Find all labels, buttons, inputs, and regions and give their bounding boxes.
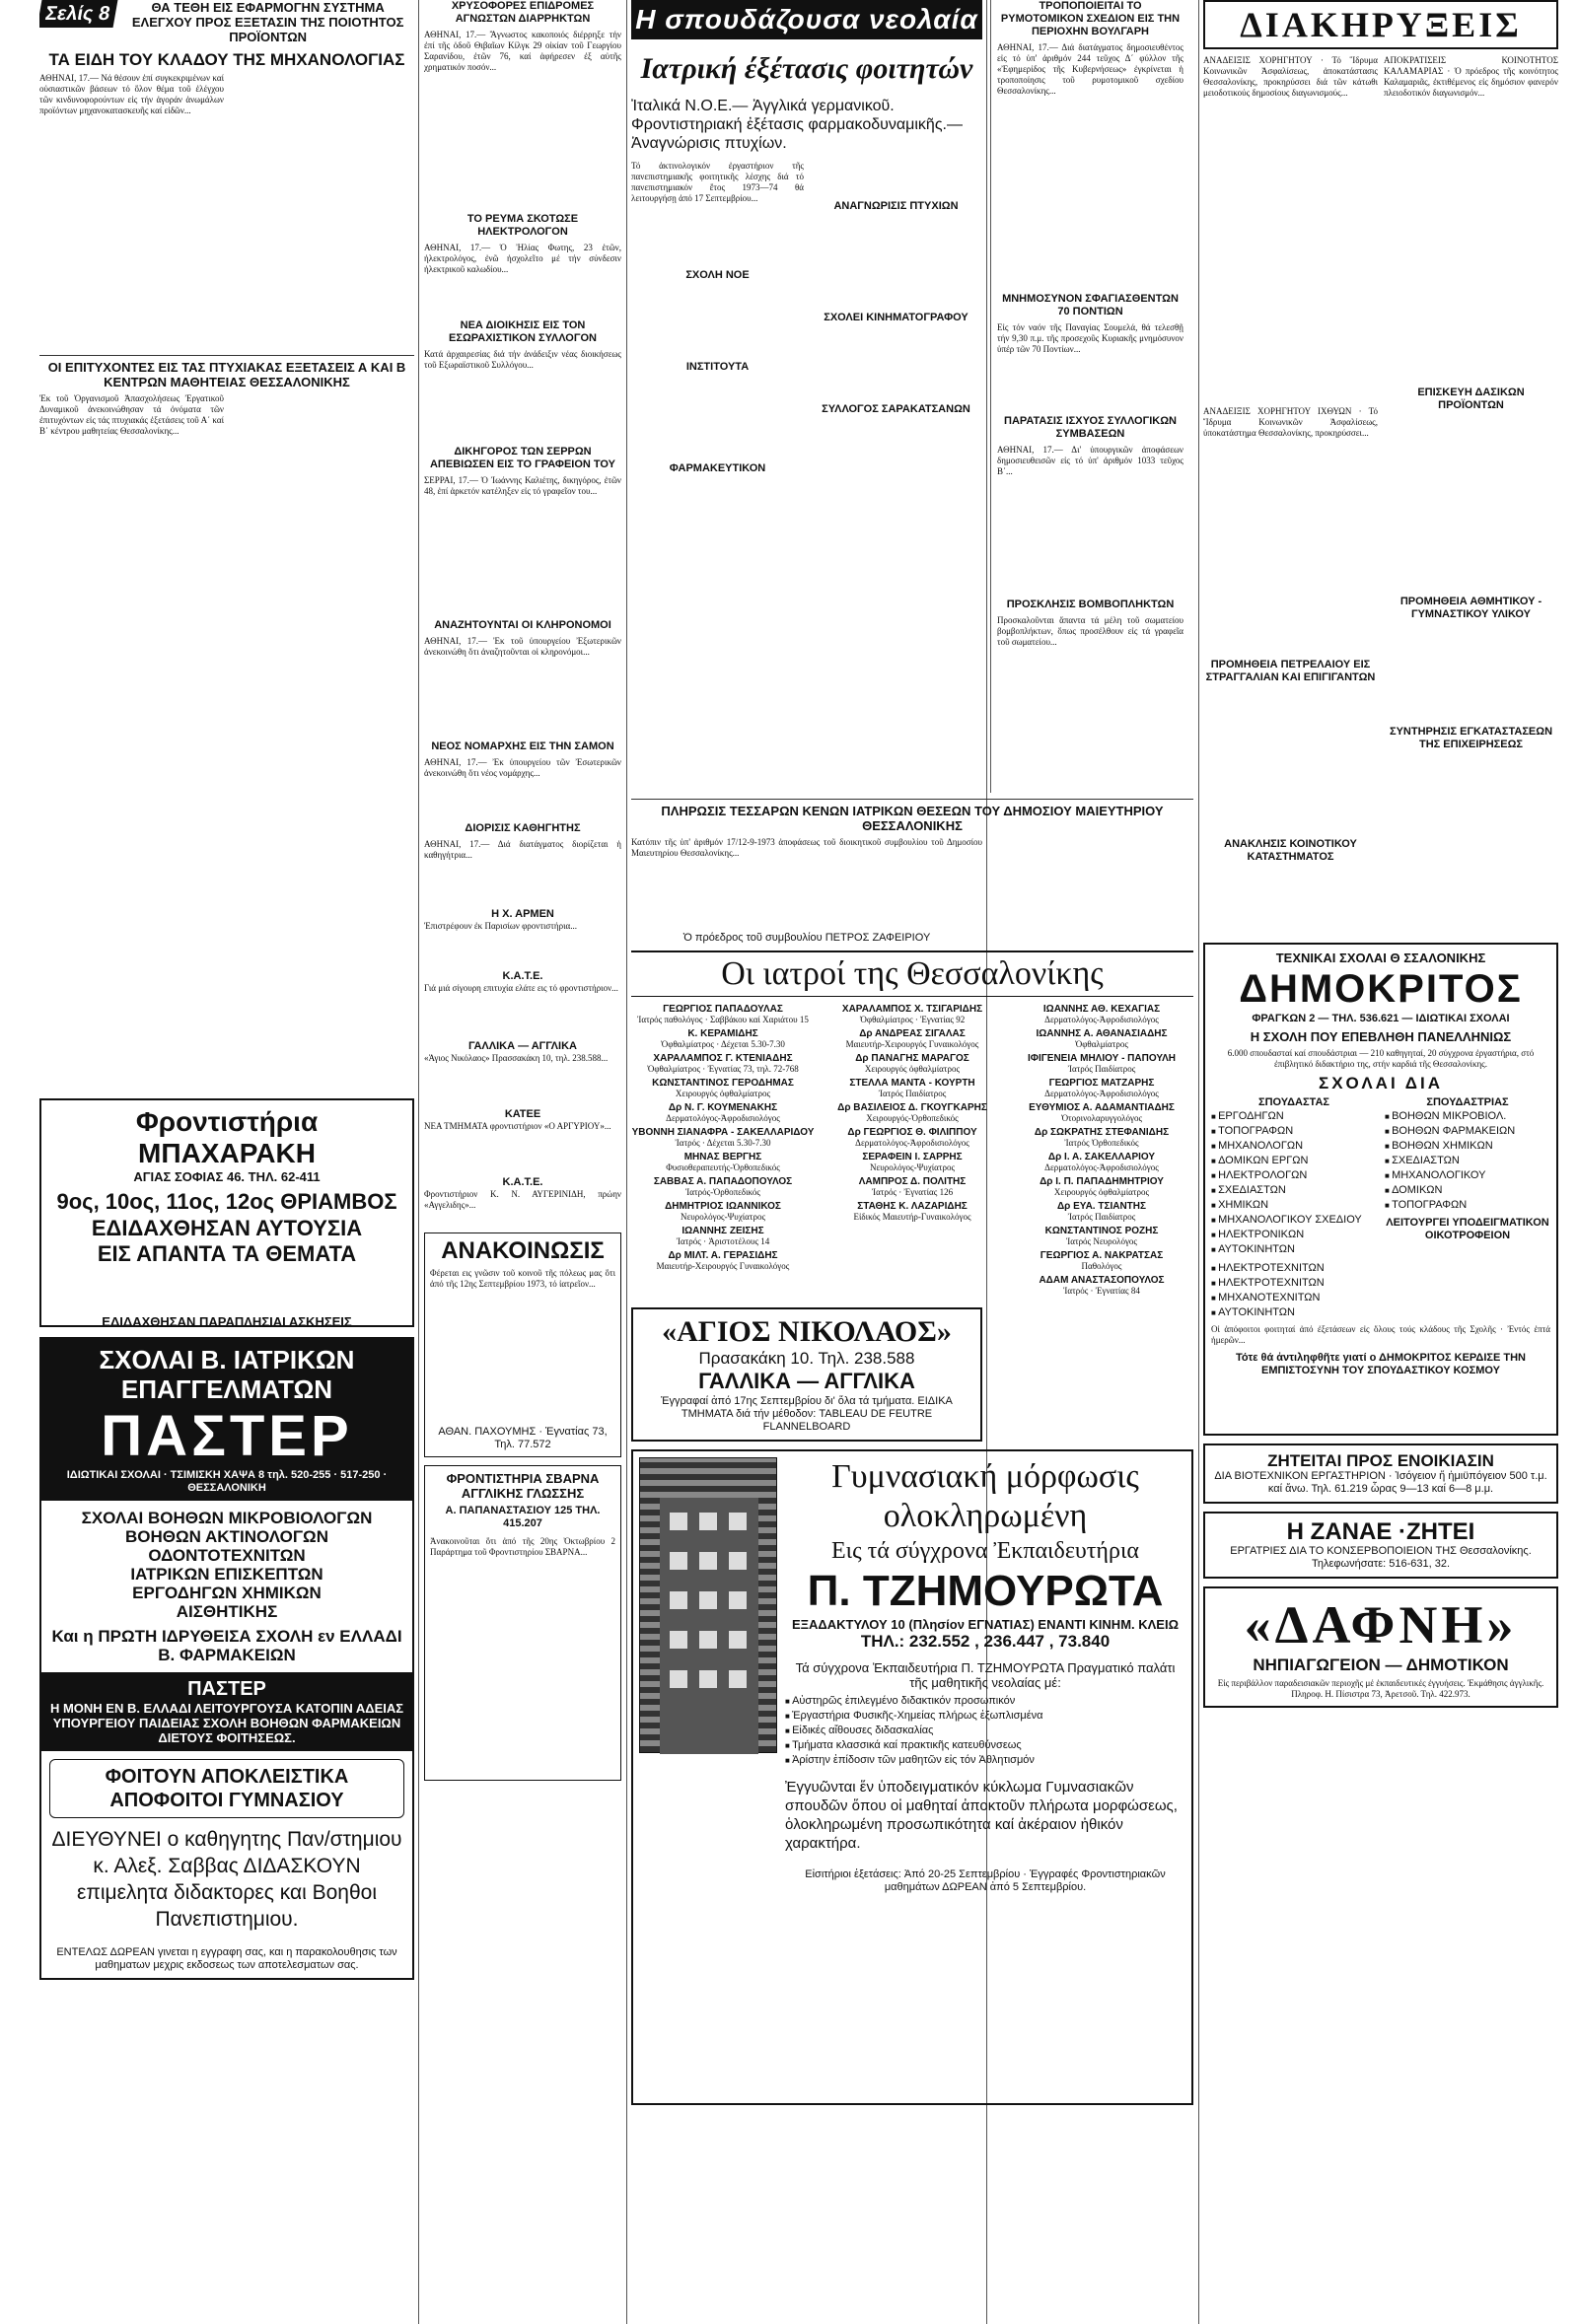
- article-burglars: ΑΘΗΝΑΙ, 17.— Ἄγνωστος κακοποιός διέρρηξε τήν ἐπί τῆς ὁδοῦ Θιβαῖων Κίλγκ 29 οἰκίαν τοῦ Γεωργίου Σαρανίδου, ἐτῶν 76, καί ἀφήρεσεν ἐξ αὐτῆς χρηματικόν ποσόν...: [424, 30, 621, 72]
- doctors-list-right: [1010, 1001, 1193, 1300]
- ad-tzimourota-tail: Ἐγγυῶνται ἕν ὑποδειγματικόν κύκλωμα Γυμνασιακῶν σπουδῶν ὅπου οἱ μαθηταί ἀποκτοῦν πλήρωτα μορφώσεως, ὁλοκληρωμένη προσωπικότητα καί ἀκέραιον ἠθικόν χαρακτήρα.: [785, 1779, 1178, 1852]
- doctor-name: ΥΒΟΝΝΗ ΣΙΑΝΑΦΡΑ - ΣΑΚΕΛΛΑΡΙΔΟΥ: [631, 1127, 815, 1138]
- notice-armen-title: Η Χ. ΑΡΜΕΝ: [491, 908, 554, 920]
- doctor-entry: [1010, 1053, 1193, 1075]
- doctor-name: Δρ ΜΙΛΤ. Α. ΓΕΡΑΣΙΔΗΣ: [668, 1250, 778, 1261]
- ad-pasteur-school-5: ΕΡΓΟΔΗΓΩΝ ΧΗΜΙΚΩΝ: [132, 1584, 322, 1602]
- notice-armen-body: Ἐπιστρέφουν ἐκ Παρισίων φροντιστήρια...: [424, 921, 577, 931]
- ad-pasteur-address: ΙΔΙΩΤΙΚΑΙ ΣΧΟΛΑΙ · ΤΣΙΜΙΣΚΗ ΧΑΨΑ 8 τηλ. 520-255 · 517-250 · ΘΕΣΣΑΛΟΝΙΚΗ: [66, 1469, 388, 1494]
- ad-democritos-top: ΤΕΧΝΙΚΑΙ ΣΧΟΛΑΙ Θ ΣΣΑΛΟΝΙΚΗΣ: [1275, 951, 1486, 965]
- doctor-entry: [1010, 1127, 1193, 1149]
- ad-pasteur-graduates: ΦΟΙΤΟΥΝ ΑΠΟΚΛΕΙΣΤΙΚΑ ΑΠΟΦΟΙΤΟΙ ΓΥΜΝΑΣΙΟΥ: [49, 1759, 404, 1818]
- doctor-name: ΓΕΩΡΓΙΟΣ ΠΑΠΑΔΟΥΛΑΣ: [663, 1004, 783, 1015]
- article-hospital-positions: Κατόπιν τῆς ὑπ' ἀριθμόν 17/12-9-1973 ἀποφάσεως τοῦ διοικητικοῦ συμβουλίου τοῦ Δημοσίου Μαιευτηρίου Θεσσαλονίκης...: [631, 837, 982, 858]
- article-electrocution: ΑΘΗΝΑΙ, 17.— Ὁ Ἠλίας Φωτης, 23 ἐτῶν, ἠλεκτρολόγος, ἐνῶ ἠσχολεῖτο μέ τήν σύνδεσιν ἠλεκτρικοῦ καλωδίου...: [424, 243, 621, 274]
- ad-democritos-men-head: ΣΠΟΥΔΑΣΤΑΣ: [1257, 1096, 1330, 1108]
- ad-tzimourota-feature: ■ Αὐστηρῶς ἐπιλεγμένο διδακτικόν προσωπικόν: [785, 1694, 1185, 1709]
- doctor-specialty: Ἰατρός Παιδίατρος: [1067, 1212, 1136, 1222]
- declaration-shop: ΑΝΑΚΛΗΣΙΣ ΚΟΙΝΟΤΙΚΟΥ ΚΑΤΑΣΤΗΜΑΤΟΣ: [1224, 838, 1357, 863]
- article-new-board: Κατά ἀρχαιρεσίας διά τήν ἀνάδειξιν νέας διοικήσεως τοῦ Εξωραϊστικοῦ Συλλόγου...: [424, 349, 621, 370]
- student-sub-institutes: ΙΝΣΤΙΤΟΥΤΑ: [685, 361, 750, 373]
- doctor-specialty: Χειρουργός ὀφθαλμίατρος: [1053, 1187, 1150, 1197]
- doctor-specialty: Ἰατρός Παιδίατρος: [878, 1089, 947, 1098]
- school-program: ■ ΒΟΗΘΩΝ ΦΑΡΜΑΚΕΙΩΝ: [1385, 1124, 1550, 1139]
- ad-pasteur-school-6: ΑΙΣΘΗΤΙΚΗΣ: [176, 1602, 278, 1621]
- doctor-entry: [631, 1028, 815, 1050]
- doctor-name: ΣΕΡΑΦΕΙΝ Ι. ΣΑΡΡΗΣ: [862, 1152, 963, 1162]
- doctor-entry: [821, 1053, 1004, 1075]
- ad-democritos-text: 6.000 σπουδασταί καί σπουδάστριαι — 210 καθηγηταί, 20 σύγχρονα ἐργαστήρια, στό ἐπιβλητικό διδακτήριο της, στήν καρδιά τῆς Θεσσαλονίκης.: [1227, 1048, 1535, 1069]
- doctor-entry: [631, 1226, 815, 1247]
- ad-svarna-body: Ἀνακοινοῦται ὅτι ἀπό τῆς 20ης Ὀκτωβρίου 2 Παράρτημα τοῦ Φροντιστηρίου ΣΒΑΡΝΑ...: [430, 1536, 615, 1557]
- doctor-entry: [631, 1078, 815, 1099]
- ad-tzimourota-intro: Τά σύγχρονα Ἐκπαιδευτήρια Π. ΤΖΗΜΟΥΡΩΤΑ Πραγματικό παλάτι τῆς μαθητικῆς νεολαίας μέ:: [795, 1660, 1176, 1690]
- ad-svarna: [424, 1465, 621, 1781]
- doctor-name: ΙΩΑΝΝΗΣ ΖΕΙΣΗΣ: [681, 1226, 764, 1236]
- doctor-entry: [631, 1127, 815, 1149]
- column-2: [424, 0, 621, 2324]
- doctor-name: ΧΑΡΑΛΑΜΠΟΣ Χ. ΤΣΙΓΑΡΙΔΗΣ: [841, 1004, 983, 1015]
- doctor-entry: [631, 1152, 815, 1173]
- school-program: ■ ΑΥΤΟΚΙΝΗΤΩΝ: [1211, 1242, 1377, 1257]
- doctor-specialty: Ὀφθαλμίατρος: [1075, 1039, 1128, 1049]
- ad-zanae: [1203, 1512, 1558, 1579]
- ad-zanae-text: ΕΡΓΑΤΡΙΕΣ ΔΙΑ ΤΟ ΚΟΝΣΕΡΒΟΠΟΙΕΙΟΝ ΤΗΣ Θεσσαλονίκης. Τηλεφωνήσατε: 516-631, 32.: [1230, 1545, 1532, 1570]
- ad-pasteur-2-text: Η ΜΟΝΗ ΕΝ Β. ΕΛΛΑΔΙ ΛΕΙΤΟΥΡΓΟΥΣΑ ΚΑΤΟΠΙΝ ΑΔΕΙΑΣ ΥΠΟΥΡΓΕΙΟΥ ΠΑΙΔΕΙΑΣ ΣΧΟΛΗ ΒΟΗΘΩΝ ΦΑΡΜΑΚΕΙΩΝ ΔΙΕΤΟΥΣ ΦΟΙΤΗΣΕΩΣ.: [49, 1701, 404, 1745]
- doctor-specialty: Χειρουργός-Ὀρθοπεδικός: [866, 1113, 959, 1123]
- column-1: [39, 0, 414, 2324]
- ad-tzimourota-address: ΕΞΑΔΑΚΤΥΛΟΥ 10 (Πλησίον ΕΓΝΑΤΙΑΣ) ΕΝΑΝΤΙ ΚΙΝΗΜ. ΚΛΕΙΩ: [791, 1617, 1180, 1632]
- headline-hospital-positions: ΠΛΗΡΩΣΙΣ ΤΕΣΣΑΡΩΝ ΚΕΝΩΝ ΙΑΤΡΙΚΩΝ ΘΕΣΕΩΝ ΤΟΥ ΔΗΜΟΣΙΟΥ ΜΑΙΕΥΤΗΡΙΟΥ ΘΕΣΣΑΛΟΝΙΚΗΣ: [661, 804, 1164, 833]
- doctor-specialty: Ὀτορινολαρυγγολόγος: [1060, 1113, 1143, 1123]
- student-sub-recognition-body: [810, 213, 982, 312]
- doctor-name: ΕΥΘΥΜΙΟΣ Α. ΑΔΑΜΑΝΤΙΑΔΗΣ: [1029, 1102, 1175, 1113]
- ad-democritos-slogan: Η ΣΧΟΛΗ ΠΟΥ ΕΠΕΒΛΗΘΗ ΠΑΝΕΛΛΗΝΙΩΣ: [1250, 1029, 1512, 1044]
- ad-bacharaki-name: Φροντιστήρια ΜΠΑΧΑΡΑΚΗ: [135, 1106, 319, 1168]
- doctor-specialty: Ὀφθαλμίατρος · Δέχεται 5.30-7.30: [661, 1039, 785, 1049]
- doctor-name: ΧΑΡΑΛΑΜΠΟΣ Γ. ΚΤΕΝΙΑΔΗΣ: [653, 1053, 793, 1064]
- ad-pasteur-footer: ΕΝΤΕΛΩΣ ΔΩΡΕΑΝ γινεται η εγγραφη σας, και η παρακολουθησις των μαθηματων μεχρις εκδοσεως των αποτελεσματων σας.: [56, 1946, 397, 1971]
- doctor-specialty: Δερματολόγος-Ἀφροδισιολόγος: [1044, 1015, 1159, 1024]
- ad-agios-nikolaos-languages: ΓΑΛΛΙΚΑ — ΑΓΓΛΙΚΑ: [698, 1369, 915, 1393]
- declaration-forest-body: [1384, 412, 1558, 590]
- announcement-signature: ΑΘΑΝ. ΠΑΧΟΥΜΗΣ · Ἐγνατίας 73, Τηλ. 77.572: [438, 1426, 608, 1450]
- school-program: ■ ΜΗΧΑΝΟΤΕΧΝΙΤΩΝ: [1211, 1291, 1550, 1305]
- ad-bacharaki-exercises: ΕΔΙΔΑΧΘΗΣΑΝ ΠΑΡΑΠΛΗΣΙΑΙ ΑΣΚΗΣΕΙΣ: [102, 1314, 352, 1329]
- ad-democritos-footer: Τότε θά ἀντιληφθῆτε γιατί ο ΔΗΜΟΚΡΙΤΟΣ ΚΕΡΔΙΣΕ ΤΗΝ ΕΜΠΙΣΤΟΣΥΝΗ ΤΟΥ ΣΠΟΥΔΑΣΤΙΚΟΥ ΚΟΣΜΟΥ: [1236, 1352, 1526, 1376]
- headline-quality-control: ΘΑ ΤΕΘΗ ΕΙΣ ΕΦΑΡΜΟΓΗΝ ΣΥΣΤΗΜΑ ΕΛΕΓΧΟΥ ΠΡΟΣ ΕΞΕΤΑΣΙΝ ΤΗΣ ΠΟΙΟΤΗΤΟΣ ΠΡΟΪΟΝΤΩΝ: [131, 0, 404, 44]
- ad-democritos-women-head: ΣΠΟΥΔΑΣΤΡΙΑΣ: [1426, 1096, 1509, 1108]
- ad-tzimourota-feature: ■ Ἐργαστήρια Φυσικῆς-Χημείας πλήρως ἐξωπλισμένα: [785, 1709, 1185, 1724]
- doctor-entry: [1010, 1004, 1193, 1025]
- doctor-entry: [821, 1152, 1004, 1173]
- student-sub-noe: ΣΧΟΛΗ ΝΟΕ: [685, 269, 750, 281]
- announcement-body: Φέρεται εις γνῶσιν τοῦ κοινοῦ τῆς πόλεως μας ὅτι ἀπό τῆς 12ης Σεπτεμβρίου 1973, τό ἰατρεῖον...: [430, 1268, 615, 1289]
- ad-tzimourota-phone: ΤΗΛ.: 232.552 , 236.447 , 73.840: [860, 1632, 1111, 1651]
- declaration-forest: ΕΠΙΣΚΕΥΗ ΔΑΣΙΚΩΝ ΠΡΟΪΟΝΤΩΝ: [1417, 387, 1525, 411]
- doctor-name: ΣΤΕΛΛΑ ΜΑΝΤΑ - ΚΟΥΡΤΗ: [849, 1078, 975, 1089]
- headline-contracts: ΠΑΡΑΤΑΣΙΣ ΙΣΧΥΟΣ ΣΥΛΛΟΓΙΚΩΝ ΣΥΜΒΑΣΕΩΝ: [1004, 415, 1177, 440]
- doctor-specialty: Ἰατρός · Ἀριστοτέλους 14: [676, 1236, 770, 1246]
- ad-pasteur-school-1: ΣΧΟΛΑΙ ΒΟΗΘΩΝ ΜΙΚΡΟΒΙΟΛΟΓΩΝ: [81, 1509, 373, 1527]
- doctor-specialty: Δερματολόγος-Ἀφροδισιολόγος: [1044, 1089, 1159, 1098]
- ad-svarna-title: ΦΡΟΝΤΙΣΤΗΡΙΑ ΣΒΑΡΝΑ ΑΓΓΛΙΚΗΣ ΓΛΩΣΣΗΣ: [446, 1471, 600, 1501]
- ad-bacharaki-address: ΑΓΙΑΣ ΣΟΦΙΑΣ 46. ΤΗΛ. 62-411: [133, 1169, 321, 1184]
- ad-democritos: [1203, 943, 1558, 1436]
- article-graduates-cont: [230, 393, 414, 1089]
- doctor-name: ΣΤΑΘΗΣ Κ. ΛΑΖΑΡΙΔΗΣ: [857, 1201, 968, 1212]
- article-lawyer: ΣΕΡΡΑΙ, 17.— Ὁ Ἰωάννης Καλιέτης, δικηγόρος, ἐτῶν 48, ἐπί ἀρκετόν κατέληξεν εἰς τό γραφεῖον του...: [424, 475, 621, 496]
- doctor-name: Δρ ΠΑΝΑΓΗΣ ΜΑΡΑΓΟΣ: [855, 1053, 969, 1064]
- student-subhead: Ἰταλικά Ν.Ο.Ε.— Ἀγγλικά γερμανικοῦ. Φροντιστηριακή ἐξέτασις φαρμακοδυναμικῆς.— Ἀναγνώρισις πτυχίων.: [631, 98, 963, 152]
- doctor-entry: [631, 1004, 815, 1025]
- doctor-specialty: Ἰατρός-Ὀρθοπεδικός: [685, 1187, 760, 1197]
- doctor-specialty: Χειρουργός ὀφθαλμίατρος: [864, 1064, 961, 1074]
- declaration-petroleum-body: [1203, 684, 1378, 832]
- notice-languages-title: ΓΑΛΛΙΚΑ — ΑΓΓΛΙΚΑ: [468, 1040, 577, 1052]
- notice-kate2-body: Φροντιστήριον Κ. Ν. ΑΥΓΕΡΙΝΙΔΗ, πρώην «Αγγελιδης»...: [424, 1189, 621, 1210]
- subhead-machinery: ΤΑ ΕΙΔΗ ΤΟΥ ΚΛΑΔΟΥ ΤΗΣ ΜΗΧΑΝΟΛΟΓΙΑΣ: [48, 50, 405, 69]
- ad-dafni-name: «ΔΑΦΝΗ»: [1244, 1595, 1518, 1655]
- ad-pasteur-director: ΔΙΕΥΘΥΝΕΙ ο καθηγητης Παν/στημιου κ. Αλεξ. Σαββας ΔΙΔΑΣΚΟΥΝ επιμελητα διδακτορες και Βοηθοι Πανεπιστημιου.: [51, 1828, 402, 1931]
- headline-zoning: ΤΡΟΠΟΠΟΙΕΙΤΑΙ ΤΟ ΡΥΜΟΤΟΜΙΚΟΝ ΣΧΕΔΙΟΝ ΕΙΣ ΤΗΝ ΠΕΡΙΟΧΗΝ ΒΟΥΛΓΑΡΗ: [1000, 0, 1181, 37]
- ad-tzimourota-line3: Εις τά σύγχρονα Ἐκπαιδευτήρια: [831, 1538, 1139, 1564]
- doctor-name: ΣΑΒΒΑΣ Α. ΠΑΠΑΔΟΠΟΥΛΟΣ: [653, 1176, 793, 1187]
- doctor-specialty: Ἰατρός παθολόγος · Σαββάκου καί Χαριάτου 15: [637, 1015, 809, 1024]
- doctor-name: Δρ ΒΑΣΙΛΕΙΟΣ Δ. ΓΚΟΥΓΚΑΡΗΣ: [837, 1102, 987, 1113]
- article-bomb-victims: Προσκαλοῦνται ἅπαντα τά μέλη τοῦ σωματείου βομβοπλήκτων, ὅπως προσέλθουν εἰς τά γραφεῖα τοῦ σωματείου...: [997, 615, 1184, 647]
- school-program: ■ ΤΟΠΟΓΡΑΦΩΝ: [1211, 1124, 1377, 1139]
- headline-graduates: ΟΙ ΕΠΙΤΥΧΟΝΤΕΣ ΕΙΣ ΤΑΣ ΠΤΥΧΙΑΚΑΣ ΕΞΕΤΑΣΕΙΣ Α ΚΑΙ Β ΚΕΝΤΡΩΝ ΜΑΘΗΤΕΙΑΣ ΘΕΣΣΑΛΟΝΙΚΗΣ: [47, 360, 406, 389]
- page-number-tag: Σελίς 8: [39, 0, 118, 28]
- doctor-entry: [821, 1078, 1004, 1099]
- school-program: ■ ΔΟΜΙΚΩΝ: [1385, 1183, 1550, 1198]
- headline-heirs: ΑΝΑΖΗΤΟΥΝΤΑΙ ΟΙ ΚΛΗΡΟΝΟΜΟΙ: [434, 619, 611, 631]
- doctor-name: ΓΕΩΡΓΙΟΣ ΜΑΤΖΑΡΗΣ: [1048, 1078, 1155, 1089]
- declaration-ika-supplier: ΑΝΑΔΕΙΞΙΣ ΧΟΡΗΓΗΤΟΥ · Τό Ἵδρυμα Κοινωνικῶν Ἀσφαλίσεως, ἀποκατάστασις Θεσσαλονίκης, προκηρύσσει διά τῶν κάτωθι μειοδοτικούς δημοσίους διαγωνισμούς...: [1203, 55, 1378, 98]
- student-sub-pharmacy: ΦΑΡΜΑΚΕΥΤΙΚΟΝ: [669, 462, 766, 474]
- ad-bacharaki-taught: ΕΔΙΔΑΧΘΗΣΑΝ ΑΥΤΟΥΣΙΑ: [91, 1216, 363, 1240]
- article-heirs: ΑΘΗΝΑΙ, 17.— Ἐκ τοῦ ὑπουργείου Ἐξωτερικῶν ἀνεκοινώθη ὅτι ἀναζητοῦνται οἱ κληρονόμοι...: [424, 636, 621, 657]
- doctor-entry: [1010, 1078, 1193, 1099]
- notice-languages-body: «Άγιος Νικόλαος» Πρασσακάκη 10, τηλ. 238.588...: [424, 1053, 609, 1063]
- school-program: ■ ΤΟΠΟΓΡΑΦΩΝ: [1385, 1198, 1550, 1213]
- article-zoning: ΑΘΗΝΑΙ, 17.— Διά διατάγματος δημοσιευθέντος εἰς τό ὑπ' ἀριθμόν 244 τεῦχος Δ΄ φύλλον τῆς «Ἐφημερίδος τῆς Κυβερνήσεως» ἐγκρίνεται ἡ τροποποίησις τοῦ ρυμοτομικοῦ σχεδίου Θεσσαλονίκης...: [997, 42, 1184, 96]
- headline-bomb-victims: ΠΡΟΣΚΛΗΣΙΣ ΒΟΜΒΟΠΛΗΚΤΩΝ: [1006, 599, 1175, 610]
- declaration-gym-body: [1384, 621, 1558, 720]
- ad-tzimourota-line2: ολοκληρωμένη: [883, 1498, 1088, 1534]
- ad-democritos-name: ΔΗΜΟΚΡΙΤΟΣ: [1239, 967, 1523, 1011]
- ad-pasteur-name: ΠΑΣΤΕΡ: [101, 1404, 353, 1468]
- article-memorial: Εἰς τόν ναόν τῆς Παναγίας Σουμελά, θά τελεσθῇ τήν 9,30 π.μ. τῆς προσεχοῦς Κυριακῆς μνημόσυνον ὑπέρ τῶν 70 Ποντίων...: [997, 322, 1184, 354]
- declaration-gym: ΠΡΟΜΗΘΕΙΑ ΑΘΜΗΤΙΚΟΥ - ΓΥΜΝΑΣΤΙΚΟΥ ΥΛΙΚΟΥ: [1399, 596, 1542, 620]
- doctor-entry: [1010, 1275, 1193, 1297]
- school-program: ■ ΜΗΧΑΝΟΛΟΓΩΝ: [1211, 1139, 1377, 1154]
- ad-tzimourota-feature: ■ Εἰδικές αἴθουσες διδασκαλίας: [785, 1724, 1185, 1738]
- doctor-entry: [1010, 1250, 1193, 1272]
- announcement-title: ΑΝΑΚΟΙΝΩΣΙΣ: [441, 1237, 605, 1264]
- doctor-specialty: Χειρουργός ὀφθαλμίατρος: [675, 1089, 771, 1098]
- doctor-entry: [821, 1102, 1004, 1124]
- doctor-specialty: Δερματολόγος-Ἀφροδισιολόγος: [666, 1113, 780, 1123]
- doctor-specialty: Νευρολόγος-Ψυχίατρος: [680, 1212, 766, 1222]
- student-banner: Η σπουδάζουσα νεολαία: [631, 0, 982, 39]
- article-nomarch: ΑΘΗΝΑΙ, 17.— Ἐκ ὑπουργείου τῶν Ἐσωτερικῶν ἀνεκοινώθη ὅτι νέος νομάρχης...: [424, 757, 621, 778]
- student-headline: Ιατρική έξέτασις φοιτητών: [640, 52, 973, 85]
- school-program: ■ ΒΟΗΘΩΝ ΧΗΜΙΚΩΝ: [1385, 1139, 1550, 1154]
- doctor-name: Δρ ΕΥΑ. ΤΣΙΑΝΤΗΣ: [1056, 1201, 1147, 1212]
- school-program: ■ ΗΛΕΚΤΡΟΤΕΧΝΙΤΩΝ: [1211, 1261, 1550, 1276]
- column-4: [990, 0, 1184, 793]
- ad-democritos-bullets: Οἱ ἀπόφοιτοι φοιτηταί ἀπό ἐξετάσεων εἰς ὅλους τούς κλάδους τῆς Σχολῆς · Ἐντός ἐπτά ἡμερῶν...: [1211, 1324, 1550, 1345]
- ad-democritos-schools-title: ΣΧΟΛΑΙ ΔΙΑ: [1319, 1074, 1443, 1092]
- ad-tzimourota: [631, 1449, 1193, 2105]
- doctor-entry: [821, 1201, 1004, 1223]
- article-contracts: ΑΘΗΝΑΙ, 17.— Δι' ὑπουργικῶν ἀποφάσεων δημοσιευθεισῶν εἰς τό ὑπ' ἀριθμόν 1033 τεῦχος Β΄...: [997, 445, 1184, 476]
- doctor-name: ΚΩΝΣΤΑΝΤΙΝΟΣ ΡΟΖΗΣ: [1044, 1226, 1159, 1236]
- doctors-title: Οι ιατροί της Θεσσαλονίκης: [721, 955, 1104, 992]
- doctor-specialty: Ἰατρός Νευρολόγος: [1066, 1236, 1137, 1246]
- student-sub-institutes-body: [631, 374, 804, 462]
- doctor-entry: [1010, 1176, 1193, 1198]
- headline-memorial: ΜΝΗΜΟΣΥΝΟΝ ΣΦΑΓΙΑΣΘΕΝΤΩΝ 70 ΠΟΝΤΙΩΝ: [1002, 293, 1179, 317]
- ad-pasteur-first: Και η ΠΡΩΤΗ ΙΔΡΥΘΕΙΣΑ ΣΧΟΛΗ εν ΕΛΛΑΔΙ Β. ΦΑΡΜΑΚΕΙΩΝ: [51, 1627, 402, 1664]
- doctor-specialty: Ἰατρός Ὀρθοπεδικός: [1064, 1138, 1139, 1148]
- doctor-specialty: Ἰατρός · Ἐγνατίας 84: [1063, 1286, 1140, 1296]
- notice-kate2-title: Κ.Α.Τ.Ε.: [502, 1176, 543, 1188]
- doctor-name: ΔΗΜΗΤΡΙΟΣ ΙΩΑΝΝΙΚΟΣ: [665, 1201, 781, 1212]
- ad-tzimourota-feature: ■ Ἀρίστην ἐπίδοσιν τῶν μαθητῶν εἰς τόν Ἀθλητισμόν: [785, 1753, 1185, 1768]
- school-program: ■ ΗΛΕΚΤΡΟΤΕΧΝΙΤΩΝ: [1211, 1276, 1550, 1291]
- ad-dafni-text: Εἰς περιβάλλον παραδεισιακῶν περιοχῆς μέ ἐκπαιδευτικές ἐγγυήσεις. Ἐκμάθησις ἀγγλικῆς. Πληροφ. Η. Πίσιστρα 73, Ἀρετσοῦ. Τηλ. 422.973.: [1217, 1678, 1544, 1699]
- ad-tzimourota-features: [785, 1694, 1185, 1768]
- ad-bacharaki-all: ΕΙΣ ΑΠΑΝΤΑ ΤΑ ΘΕΜΑΤΑ: [97, 1241, 357, 1266]
- doctor-entry: [1010, 1028, 1193, 1050]
- school-program: ■ ΗΛΕΚΤΡΟΛΟΓΩΝ: [1211, 1168, 1377, 1183]
- school-program: ■ ΑΥΤΟΚΙΝΗΤΩΝ: [1211, 1305, 1550, 1320]
- school-program: ■ ΕΡΓΟΔΗΓΩΝ: [1211, 1109, 1377, 1124]
- ad-bacharaki: [39, 1098, 414, 1327]
- doctor-name: Δρ ΓΕΩΡΓΙΟΣ Θ. ΦΙΛΙΠΠΟΥ: [847, 1127, 977, 1138]
- ad-pasteur-school-2: ΒΟΗΘΩΝ ΑΚΤΙΝΟΛΟΓΩΝ: [125, 1527, 328, 1546]
- ad-pasteur-school-4: ΙΑΤΡΙΚΩΝ ΕΠΙΣΚΕΠΤΩΝ: [130, 1565, 323, 1584]
- doctor-entry: [631, 1250, 815, 1272]
- ad-agios-nikolaos-name: «ΑΓΙΟΣ ΝΙΚΟΛΑΟΣ»: [662, 1315, 952, 1348]
- article-appointment: ΑΘΗΝΑΙ, 17.— Διά διατάγματος διορίζεται ἡ καθηγήτρια...: [424, 839, 621, 860]
- school-program: ■ ΒΟΗΘΩΝ ΜΙΚΡΟΒΙΟΛ.: [1385, 1109, 1550, 1124]
- declaration-shop-body: [1203, 864, 1378, 933]
- ad-democritos-women-list: [1385, 1109, 1550, 1213]
- school-program: ■ ΜΗΧΑΝΟΛΟΓΙΚΟΥ ΣΧΕΔΙΟΥ: [1211, 1213, 1377, 1228]
- doctor-entry: [1010, 1226, 1193, 1247]
- doctor-name: ΜΗΝΑΣ ΒΕΡΓΗΣ: [683, 1152, 762, 1162]
- doctor-entry: [631, 1053, 815, 1075]
- doctor-name: ΛΑΜΠΡΟΣ Δ. ΠΟΛΙΤΗΣ: [858, 1176, 967, 1187]
- ad-democritos-tech-list: [1211, 1261, 1550, 1320]
- school-program: ■ ΣΧΕΔΙΑΣΤΩΝ: [1211, 1183, 1377, 1198]
- doctor-entry: [821, 1127, 1004, 1149]
- school-program: ■ ΜΗΧΑΝΟΛΟΓΙΚΟΥ: [1385, 1168, 1550, 1183]
- student-sub-recognition: ΑΝΑΓΝΩΡΙΣΙΣ ΠΤΥΧΙΩΝ: [833, 200, 959, 212]
- school-building-image: [639, 1457, 777, 1753]
- ad-for-rent-title: ΖΗΤΕΙΤΑΙ ΠΡΟΣ ΕΝΟΙΚΙΑΣΙΝ: [1267, 1451, 1494, 1470]
- notice-katee-body: ΝΕΑ ΤΜΗΜΑΤΑ φροντιστήριον «Ο ΑΡΓΥΡΙΟΥ»...: [424, 1121, 611, 1131]
- doctor-entry: [1010, 1102, 1193, 1124]
- column-5: [1203, 0, 1558, 2324]
- ad-tzimourota-name: Π. ΤΖΗΜΟΥΡΩΤΑ: [807, 1567, 1164, 1615]
- headline-lawyer: ΔΙΚΗΓΟΡΟΣ ΤΩΝ ΣΕΡΡΩΝ ΑΠΕΒΙΩΣΕΝ ΕΙΣ ΤΟ ΓΡΑΦΕΙΟΝ ΤΟΥ: [429, 446, 616, 470]
- ad-tzimourota-footer: Εἰσιτήριοι ἐξετάσεις: Ἀπό 20-25 Σεπτεμβρίου · Ἐγγραφές Φροντιστηριακῶν μαθημάτων ΔΩΡΕΑΝ ἀπό 5 Σεπτεμβρίου.: [805, 1868, 1166, 1893]
- ad-pasteur: [39, 1337, 414, 1980]
- doctor-name: ΙΩΑΝΝΗΣ Α. ΑΘΑΝΑΣΙΑΔΗΣ: [1036, 1028, 1168, 1039]
- headline-nomarch: ΝΕΟΣ ΝΟΜΑΡΧΗΣ ΕΙΣ ΤΗΝ ΣΑΜΟΝ: [431, 740, 614, 752]
- student-sub-pharmacy-body: [631, 475, 804, 501]
- doctors-directory: [631, 951, 1193, 1300]
- notice-kate-body: Γιά μιά σίγουρη επιτυχία ελάτε εις τό φροντιστήριον...: [424, 983, 618, 993]
- doctor-name: ΑΔΑΜ ΑΝΑΣΤΑΣΟΠΟΥΛΟΣ: [1039, 1275, 1165, 1286]
- doctor-specialty: Μαιευτήρ-Χειρουργός Γυναικολόγος: [845, 1039, 979, 1049]
- ad-agios-nikolaos-body: Ἐγγραφαί ἀπό 17ης Σεπτεμβρίου δι' ὅλα τά τμήματα. ΕΙΔΙΚΑ ΤΜΗΜΑΤΑ διά τήν μέθοδον: TABLEAU DE FEUTRE FLANNELBOARD: [661, 1395, 953, 1433]
- student-sub-noe-body: [631, 282, 804, 361]
- ad-pasteur-school-3: ΟΔΟΝΤΟΤΕΧΝΙΤΩΝ: [148, 1546, 306, 1565]
- doctor-name: Δρ Ν. Γ. ΚΟΥΜΕΝΑΚΗΣ: [668, 1102, 778, 1113]
- ad-dafni: [1203, 1586, 1558, 1708]
- declaration-fish-supplier: ΑΝΑΔΕΙΞΙΣ ΧΟΡΗΓΗΤΟΥ ΙΧΘΥΩΝ · Τό Ἵδρυμα Κοινωνικῶν Ἀσφαλίσεως, ὑποκατάστημα Θεσσαλονίκης, προκηρύσσει...: [1203, 406, 1378, 438]
- doctor-name: ΚΩΝΣΤΑΝΤΙΝΟΣ ΓΕΡΟΔΗΜΑΣ: [652, 1078, 794, 1089]
- hospital-signature: Ὁ πρόεδρος τοῦ συμβουλίου ΠΕΤΡΟΣ ΖΑΦΕΙΡΙΟΥ: [682, 932, 931, 944]
- school-program: ■ ΗΛΕΚΤΡΟΝΙΚΩΝ: [1211, 1228, 1377, 1242]
- doctors-list-middle: [821, 1001, 1004, 1300]
- announcement: [424, 1232, 621, 1457]
- doctor-specialty: Παθολόγος: [1081, 1261, 1122, 1271]
- doctor-name: ΓΕΩΡΓΙΟΣ Α. ΝΑΚΡΑΤΣΑΣ: [1040, 1250, 1164, 1261]
- doctor-specialty: Εἰδικός Μαιευτήρ-Γυναικολόγος: [853, 1212, 971, 1222]
- school-program: ■ ΣΧΕΔΙΑΣΤΩΝ: [1385, 1154, 1550, 1168]
- doctor-entry: [821, 1028, 1004, 1050]
- doctors-list-left: [631, 1001, 815, 1300]
- ad-bacharaki-triumph: 9ος, 10ος, 11ος, 12ος ΘΡΙΑΜΒΟΣ: [56, 1189, 397, 1214]
- doctor-specialty: Ἰατρός · Δέχεται 5.30-7.30: [675, 1138, 771, 1148]
- article-quality-control: ΑΘΗΝΑΙ, 17.— Νά θέσουν ἐπί συγκεκριμένων καί οὐσιαστικῶν βάσεων τό ὅλον θέμα τοῦ ἐλέγχου τῶν κινδυνοφορούντων εἰς τήν ἀγοράν ἀνωμάλων προϊόντων μηχανοκατασκευῆς καί εἰδῶν...: [39, 73, 224, 115]
- ad-agios-nikolaos-address: Πρασακάκη 10. Τηλ. 238.588: [698, 1349, 915, 1368]
- declaration-maintenance-body: [1384, 751, 1558, 889]
- doctor-specialty: Ἰατρός · Ἐγνατίας 126: [871, 1187, 954, 1197]
- doctor-name: Δρ ΣΩΚΡΑΤΗΣ ΣΤΕΦΑΝΙΔΗΣ: [1034, 1127, 1170, 1138]
- student-sub-sarakatsanoi-body: [810, 416, 982, 505]
- declarations-masthead: ΔΙΑΚΗΡΥΞΕΙΣ: [1203, 0, 1558, 49]
- ad-dafni-subtitle: ΝΗΠΙΑΓΩΓΕΙΟΝ — ΔΗΜΟΤΙΚΟΝ: [1253, 1655, 1509, 1674]
- ad-for-rent: [1203, 1444, 1558, 1504]
- school-program: ■ ΧΗΜΙΚΩΝ: [1211, 1198, 1377, 1213]
- ad-svarna-address: Α. ΠΑΠΑΝΑΣΤΑΣΙΟΥ 125 ΤΗΛ. 415.207: [445, 1505, 601, 1529]
- column-3: [631, 0, 1193, 2324]
- article-quality-control-cont: [230, 73, 414, 351]
- doctor-entry: [631, 1201, 815, 1223]
- declaration-kalamaria: ΑΠΟΚΡΑΤΙΣΕΙΣ ΚΟΙΝΟΤΗΤΟΣ ΚΑΛΑΜΑΡΙΑΣ · Ὁ πρόεδρος τῆς κοινότητος Καλαμαριᾶς, ἐκτιθέμενος εἰς δημόσιον φανερόν πλειοδοτικόν διαγωνισμόν...: [1384, 55, 1558, 98]
- ad-pasteur-top: ΣΧΟΛΑΙ Β. ΙΑΤΡΙΚΩΝ ΕΠΑΓΓΕΛΜΑΤΩΝ: [99, 1345, 355, 1404]
- headline-appointment: ΔΙΟΡΙΣΙΣ ΚΑΘΗΓΗΤΗΣ: [465, 822, 581, 834]
- ad-pasteur-2-name: ΠΑΣΤΕΡ: [187, 1678, 266, 1700]
- ad-zanae-title: Η ΖΑΝΑΕ ·ΖΗΤΕΙ: [1286, 1518, 1475, 1545]
- notice-kate-title: Κ.Α.Τ.Ε.: [502, 970, 543, 982]
- ad-tzimourota-line1: Γυμνασιακή μόρφωσις: [831, 1458, 1139, 1495]
- doctor-specialty: Δερματολόγος-Ἀφροδισιολόγος: [1044, 1162, 1159, 1172]
- ad-tzimourota-feature: ■ Τμήματα κλασσικά καί πρακτικῆς κατευθύνσεως: [785, 1738, 1185, 1753]
- doctor-entry: [821, 1176, 1004, 1198]
- student-sub-cinema-body: [810, 324, 982, 403]
- doctor-specialty: Ὀφθαλμίατρος · Ἐγνατίας 73, τηλ. 72-768: [647, 1064, 799, 1074]
- declaration-petroleum: ΠΡΟΜΗΘΕΙΑ ΠΕΤΡΕΛΑΙΟΥ ΕΙΣ ΣΤΡΑΓΓΑΛΙΑΝ ΚΑΙ ΕΠΙΓΙΓΑΝΤΩΝ: [1205, 659, 1376, 683]
- school-program: ■ ΔΟΜΙΚΩΝ ΕΡΓΩΝ: [1211, 1154, 1377, 1168]
- student-article-cont: [810, 161, 982, 200]
- doctor-specialty: Νευρολόγος-Ψυχίατρος: [869, 1162, 956, 1172]
- doctor-specialty: Μαιευτήρ-Χειρουργός Γυναικολόγος: [656, 1261, 790, 1271]
- doctor-name: Δρ Ι. Π. ΠΑΠΑΔΗΜΗΤΡΙΟΥ: [1040, 1176, 1164, 1187]
- doctor-specialty: Φυσιοθεραπευτής-Ὀρθοπεδικός: [666, 1162, 780, 1172]
- student-article: Τό ἀκτινολογικόν ἐργαστήριον τῆς πανεπιστημιακῆς φοιτητικῆς λέσχης διά τό πανεπιστημιακόν ἔτος 1973—74 θά λειτουργήσῃ ἀπό 17 Σεπτεμβρίου...: [631, 161, 804, 203]
- headline-burglars: ΧΡΥΣΟΦΟΡΕΣ ΕΠΙΔΡΟΜΕΣ ΑΓΝΩΣΤΩΝ ΔΙΑΡΡΗΚΤΩΝ: [451, 0, 595, 25]
- doctor-entry: [821, 1004, 1004, 1025]
- student-sub-cinema: ΣΧΟΛΕΙ ΚΙΝΗΜΑΤΟΓΡΑΦΟΥ: [824, 312, 968, 323]
- doctor-entry: [1010, 1201, 1193, 1223]
- doctor-name: ΙΩΑΝΝΗΣ ΑΘ. ΚΕΧΑΓΙΑΣ: [1042, 1004, 1161, 1015]
- declaration-maintenance: ΣΥΝΤΗΡΗΣΙΣ ΕΓΚΑΤΑΣΤΑΣΕΩΝ ΤΗΣ ΕΠΙΧΕΙΡΗΣΕΩΣ: [1389, 726, 1553, 750]
- doctor-name: Κ. ΚΕΡΑΜΙΔΗΣ: [687, 1028, 758, 1039]
- doctor-specialty: Δερματολόγος-Ἀφροδισιολόγος: [855, 1138, 969, 1148]
- doctor-entry: [1010, 1152, 1193, 1173]
- ad-democritos-men-list: [1211, 1109, 1377, 1257]
- ad-agios-nikolaos: [631, 1307, 982, 1442]
- doctor-entry: [631, 1102, 815, 1124]
- ad-for-rent-text: ΔΙΑ ΒΙΟΤΕΧΝΙΚΟΝ ΕΡΓΑΣΤΗΡΙΟΝ · Ἰσόγειον ἤ ἡμιϋπόγειον 500 τ.μ. καί ἄνω. Τηλ. 61.219 ὧρας 9—13 καί 6—8 μ.μ.: [1214, 1470, 1547, 1495]
- notice-katee-title: ΚΑΤΕΕ: [504, 1108, 541, 1120]
- student-sub-sarakatsanoi: ΣΥΛΛΟΓΟΣ ΣΑΡΑΚΑΤΣΑΝΩΝ: [822, 403, 970, 415]
- headline-electrocution: ΤΟ ΡΕΥΜΑ ΣΚΟΤΩΣΕ ΗΛΕΚΤΡΟΛΟΓΟΝ: [466, 213, 579, 238]
- article-graduates: Ἐκ τοῦ Ὀργανισμοῦ Ἀπασχολήσεως Ἐργατικοῦ Δυναμικοῦ ἀνεκοινώθησαν τά ὀνόματα τῶν ἐπιτυχόντων εἰς τάς πτυχιακάς ἐξετάσεις τοῦ Α΄ καί Β΄ κέντρου μαθητείας Θεσσαλονίκης...: [39, 393, 224, 436]
- doctor-specialty: Ὀφθαλμίατρος · Ἐγνατίας 92: [859, 1015, 966, 1024]
- doctor-entry: [631, 1176, 815, 1198]
- doctor-name: ΙΦΙΓΕΝΕΙΑ ΜΗΛΙΟΥ - ΠΑΠΟΥΛΗ: [1028, 1053, 1176, 1064]
- doctor-name: Δρ Ι. Α. ΣΑΚΕΛΛΑΡΙΟΥ: [1047, 1152, 1156, 1162]
- doctor-name: Δρ ΑΝΔΡΕΑΣ ΣΙΓΑΛΑΣ: [859, 1028, 966, 1039]
- ad-democritos-address: ΦΡΑΓΚΩΝ 2 — ΤΗΛ. 536.621 — ΙΔΙΩΤΙΚΑΙ ΣΧΟΛΑΙ: [1252, 1013, 1510, 1024]
- ad-democritos-evening: ΛΕΙΤΟΥΡΓΕΙ ΥΠΟΔΕΙΓΜΑΤΙΚΟΝ ΟΙΚΟΤΡΟΦΕΙΟΝ: [1386, 1217, 1549, 1241]
- doctor-specialty: Ἰατρός Παιδίατρος: [1067, 1064, 1136, 1074]
- headline-new-board: ΝΕΑ ΔΙΟΙΚΗΣΙΣ ΕΙΣ ΤΟΝ ΕΣΩΡΑΧΙΣΤΙΚΟΝ ΣΥΛΛΟΓΟΝ: [449, 319, 597, 344]
